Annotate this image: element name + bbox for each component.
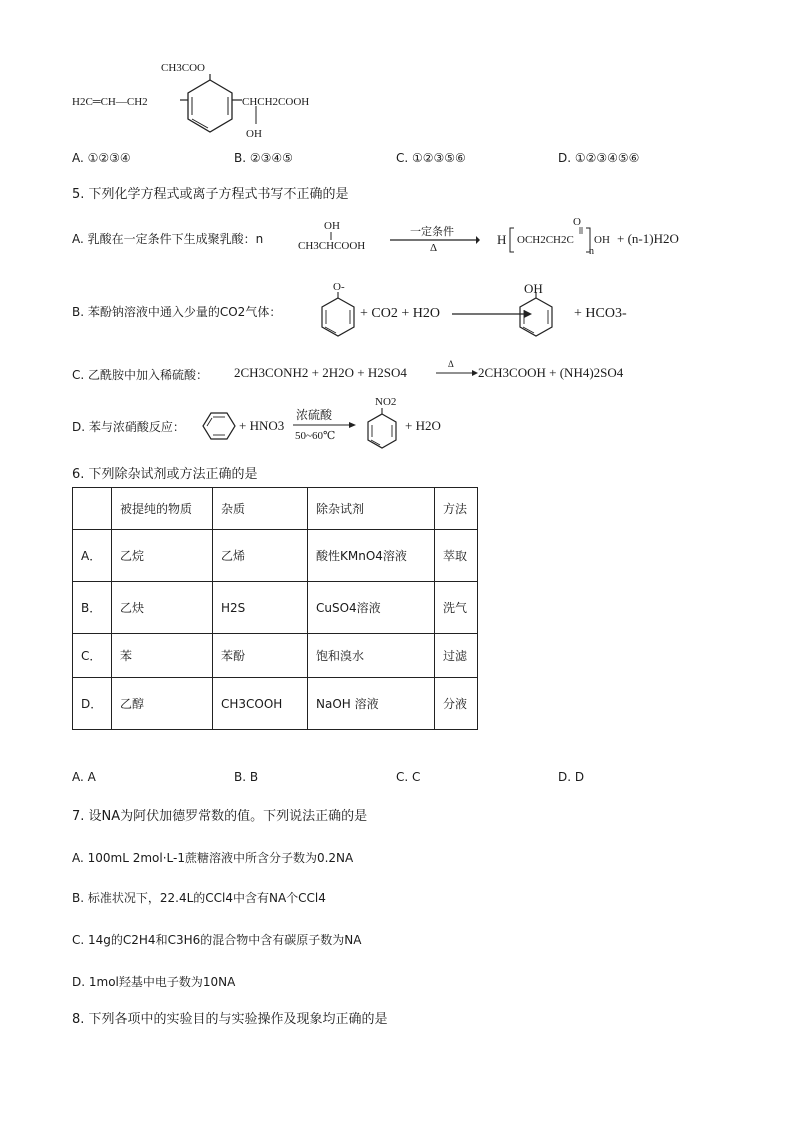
q5-d-label[interactable]: D. 苯与浓硝酸反应： <box>72 420 185 434</box>
q5-d-tail: + H2O <box>405 418 441 433</box>
q5-c-eq-right: 2CH3COOH + (NH4)2SO4 <box>478 365 624 380</box>
table-row <box>73 530 478 582</box>
mol-right-chain: CHCH2COOH <box>242 96 310 108</box>
q5-a-cond-bottom: Δ <box>430 242 438 254</box>
q5-d-reagent: + HNO3 <box>239 418 285 433</box>
table-cell: B． <box>73 582 112 634</box>
nitrobenzene-ring-icon <box>364 410 400 454</box>
table-cell: H2S <box>213 582 308 634</box>
q5-d-cond-top: 浓硫酸 <box>296 408 333 422</box>
table-row <box>73 634 478 678</box>
q5-a-lactic-oh: OH <box>324 220 340 232</box>
q6-table <box>72 487 478 730</box>
q7-option-a[interactable]: A. 100mL 2mol·L-1蔗糖溶液中所含分子数为0.2NA <box>72 851 354 865</box>
phenol-ring-icon <box>516 296 556 340</box>
table-cell: 分液 <box>435 678 478 730</box>
table-header-row <box>73 488 478 530</box>
q4-option-d[interactable]: D. ①②③④⑤⑥ <box>558 151 640 165</box>
q5-a-product-n: n <box>589 246 594 257</box>
q5-d-arrow <box>293 421 357 429</box>
q6-option-b[interactable]: B. B <box>234 770 259 784</box>
q5-a-cond-top: 一定条件 <box>410 225 454 238</box>
table-cell: 乙炔 <box>112 582 213 634</box>
table-cell: A． <box>73 530 112 582</box>
table-cell: CH3COOH <box>213 678 308 730</box>
q7-option-d[interactable]: D. 1mol羟基中电子数为10NA <box>72 975 236 989</box>
table-cell: 苯 <box>112 634 213 678</box>
q5-c-cond: Δ <box>448 359 454 369</box>
table-cell: C． <box>73 634 112 678</box>
q4-option-c[interactable]: C. ①②③⑤⑥ <box>396 151 466 165</box>
q4-option-b[interactable]: B. ②③④⑤ <box>234 151 293 165</box>
q7-option-c[interactable]: C. 14g的C2H4和C3H6的混合物中含有碳原子数为NA <box>72 933 362 947</box>
q6-option-c[interactable]: C. C <box>396 770 421 784</box>
table-cell: D． <box>73 678 112 730</box>
q5-c-label[interactable]: C. 乙酰胺中加入稀硫酸： <box>72 368 209 382</box>
table-cell: 饱和溴水 <box>308 634 435 678</box>
q4-option-a[interactable]: A. ①②③④ <box>72 151 131 165</box>
q5-a-product-mid: OCH2CH2C <box>517 234 574 246</box>
table-cell: 苯酚 <box>213 634 308 678</box>
q5-b-o-minus: O- <box>333 281 345 293</box>
q5-d-cond-bottom: 50~60℃ <box>295 430 336 442</box>
q6-option-d[interactable]: D. D <box>558 770 585 784</box>
q6-option-a[interactable]: A. A <box>72 770 96 784</box>
table-cell: 过滤 <box>435 634 478 678</box>
q5-b-oh: OH <box>524 281 543 296</box>
q5-a-product-o: O <box>573 216 581 228</box>
table-row <box>73 582 478 634</box>
q7-option-b[interactable]: B. 标准状况下，22.4L的CCl4中含有NA个CCl4 <box>72 891 326 905</box>
q7-stem: 7. 设NA为阿伏加德罗常数的值。下列说法正确的是 <box>72 809 368 824</box>
table-header-cell: 被提纯的物质 <box>112 488 213 530</box>
table-header-cell: 方法 <box>435 488 478 530</box>
q5-a-product-oh: OH <box>594 234 610 246</box>
q5-stem: 5. 下列化学方程式或离子方程式书写不正确的是 <box>72 187 349 202</box>
table-cell: CuSO4溶液 <box>308 582 435 634</box>
q5-d-no2: NO2 <box>375 396 397 408</box>
q5-b-label[interactable]: B. 苯酚钠溶液中通入少量的CO2气体： <box>72 305 282 319</box>
table-cell: 萃取 <box>435 530 478 582</box>
table-cell: 乙烯 <box>213 530 308 582</box>
table-cell: 乙醇 <box>112 678 213 730</box>
q6-stem: 6. 下列除杂试剂或方法正确的是 <box>72 467 258 482</box>
table-cell: 乙烷 <box>112 530 213 582</box>
q5-a-label[interactable]: A. 乳酸在一定条件下生成聚乳酸：n <box>72 232 264 246</box>
table-header-cell: 除杂试剂 <box>308 488 435 530</box>
q5-a-tail: + (n-1)H2O <box>617 231 679 246</box>
q5-c-arrow <box>436 369 478 377</box>
q5-c-eq-left: 2CH3CONH2 + 2H2O + H2SO4 <box>234 365 407 380</box>
q5-a-product-h: H <box>497 232 507 247</box>
q5-a-bond <box>330 232 332 240</box>
q5-b-mid: + CO2 + H2O <box>360 306 440 321</box>
table-header-cell: 杂质 <box>213 488 308 530</box>
mol-oh: OH <box>246 128 262 140</box>
benzene-ring-icon <box>202 411 236 441</box>
q5-a-lactic: CH3CHCOOH <box>298 240 366 252</box>
benzene-ring-top <box>180 78 240 138</box>
mol-left-chain: H2C═CH—CH2 <box>72 96 148 108</box>
table-cell: NaOH 溶液 <box>308 678 435 730</box>
table-cell: 洗气 <box>435 582 478 634</box>
table-row <box>73 678 478 730</box>
q8-stem: 8. 下列各项中的实验目的与实验操作及现象均正确的是 <box>72 1012 388 1027</box>
table-cell: 酸性KMnO4溶液 <box>308 530 435 582</box>
phenoxide-ring-icon <box>318 296 358 340</box>
mol-substituent-top: CH3COO <box>161 62 206 74</box>
table-header-cell <box>73 488 112 530</box>
q5-b-tail: + HCO3- <box>574 306 627 321</box>
